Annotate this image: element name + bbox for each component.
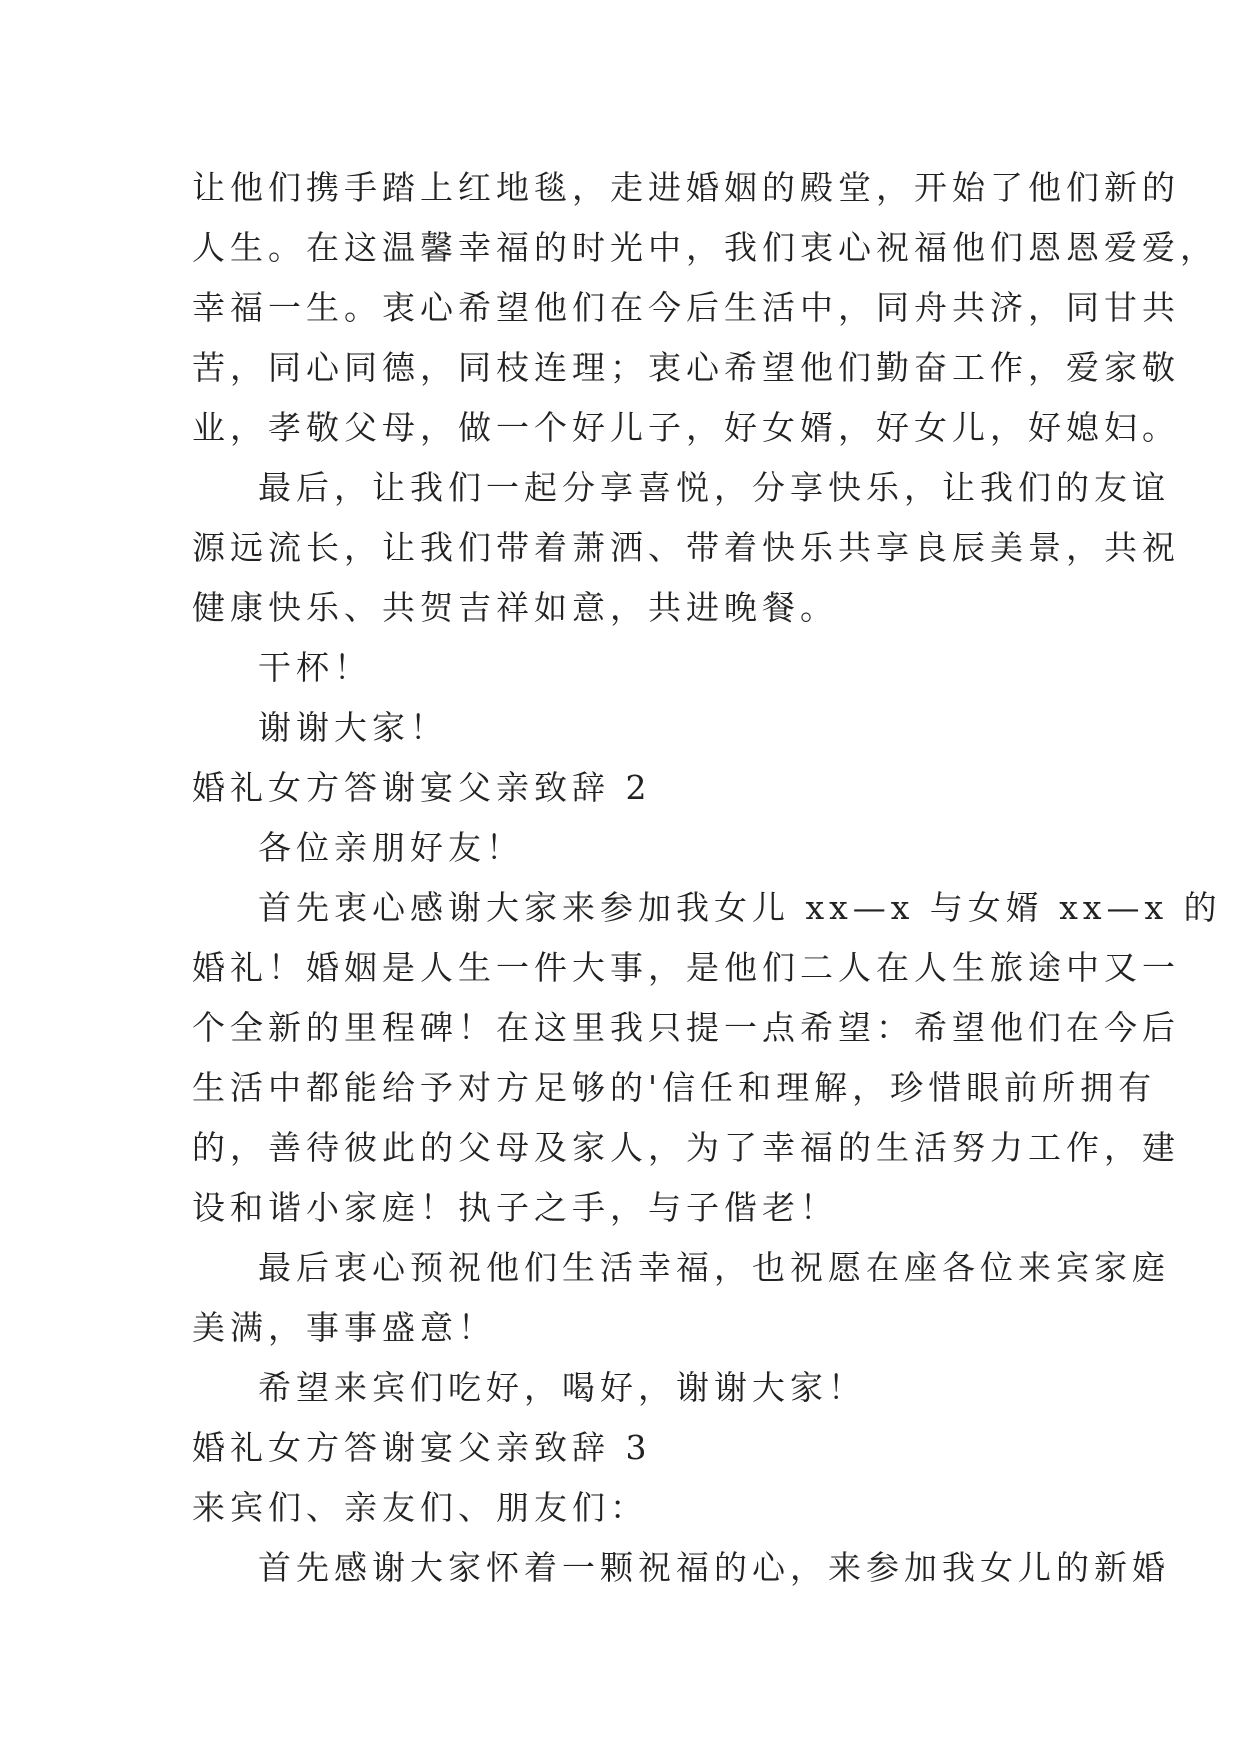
text-line: 的，善待彼此的父母及家人，为了幸福的生活努力工作，建 (192, 1128, 1180, 1167)
text-line: 健康快乐、共贺吉祥如意，共进晚餐。 (192, 588, 838, 627)
text-line: 首先衷心感谢大家来参加我女儿 xx—x 与女婿 xx—x 的 (258, 888, 1222, 927)
text-line: 幸福一生。衷心希望他们在今后生活中，同舟共济，同甘共 (192, 288, 1180, 327)
text-line: 来宾们、亲友们、朋友们： (192, 1488, 648, 1527)
text-line: 谢谢大家！ (258, 708, 448, 747)
text-line: 设和谐小家庭！执子之手，与子偕老！ (192, 1188, 838, 1227)
text-line: 婚礼女方答谢宴父亲致辞 3 (192, 1428, 652, 1467)
text-line: 苦，同心同德，同枝连理；衷心希望他们勤奋工作，爱家敬 (192, 348, 1180, 387)
text-line: 让他们携手踏上红地毯，走进婚姻的殿堂，开始了他们新的 (192, 168, 1180, 207)
text-line: 各位亲朋好友！ (258, 828, 524, 867)
text-line: 希望来宾们吃好，喝好，谢谢大家！ (258, 1368, 866, 1407)
text-line: 美满，事事盛意！ (192, 1308, 496, 1347)
text-line: 生活中都能给予对方足够的'信任和理解，珍惜眼前所拥有 (192, 1068, 1157, 1107)
document-body (192, 158, 1222, 1598)
text-line: 干杯！ (258, 648, 372, 687)
text-line: 人生。在这温馨幸福的时光中，我们衷心祝福他们恩恩爱爱， (192, 228, 1218, 267)
text-line: 首先感谢大家怀着一颗祝福的心，来参加我女儿的新婚 (258, 1548, 1170, 1587)
text-line: 最后衷心预祝他们生活幸福，也祝愿在座各位来宾家庭 (258, 1248, 1170, 1287)
text-line: 源远流长，让我们带着萧洒、带着快乐共享良辰美景，共祝 (192, 528, 1180, 567)
text-line: 婚礼！婚姻是人生一件大事，是他们二人在人生旅途中又一 (192, 948, 1180, 987)
text-line: 个全新的里程碑！在这里我只提一点希望：希望他们在今后 (192, 1008, 1180, 1047)
text-line: 最后，让我们一起分享喜悦，分享快乐，让我们的友谊 (258, 468, 1170, 507)
text-line: 婚礼女方答谢宴父亲致辞 2 (192, 768, 652, 807)
text-line: 业，孝敬父母，做一个好儿子，好女婿，好女儿，好媳妇。 (192, 408, 1180, 447)
